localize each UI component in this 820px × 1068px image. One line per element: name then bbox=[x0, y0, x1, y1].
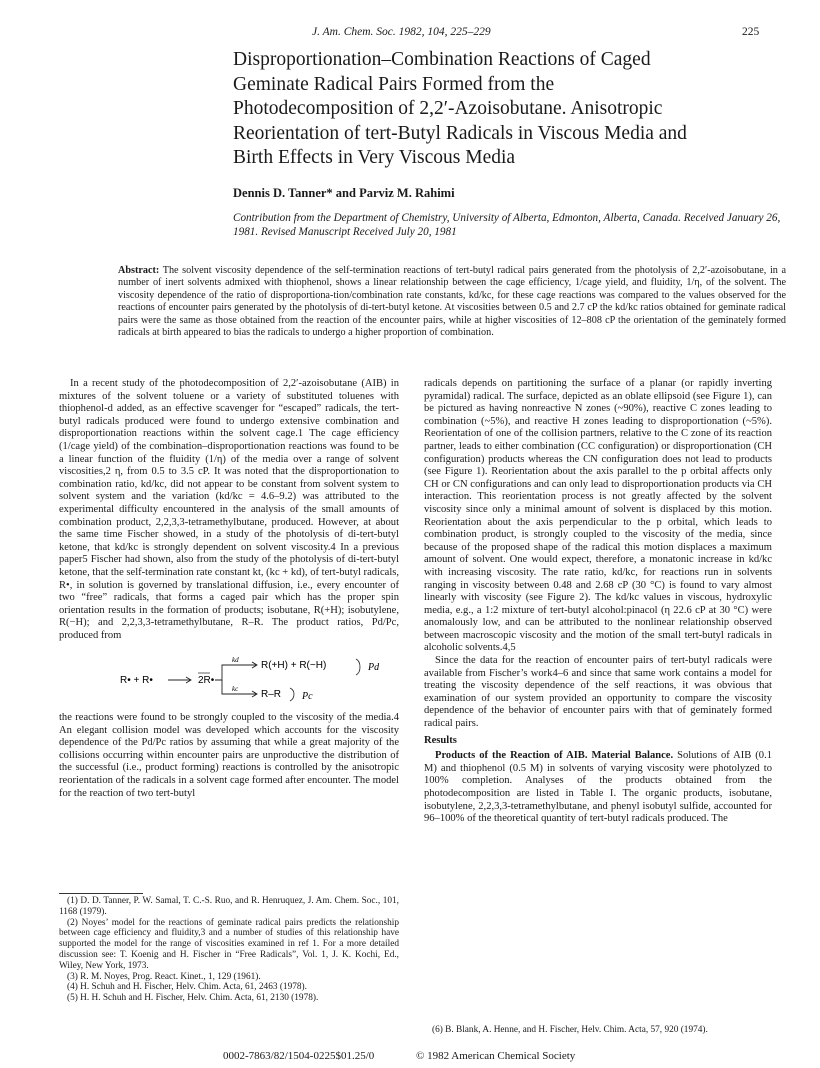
affiliation: Contribution from the Department of Chemistry, University of Alberta, Edmonton, Alberta, Canada. Received January 26, 1981. Revised Manuscript Received July 20, 1981 bbox=[233, 212, 781, 238]
footnote: (4) H. Schuh and H. Fischer, Helv. Chim. Acta, 61, 2463 (1978). bbox=[67, 982, 307, 993]
run-in-heading: Products of the Reaction of AIB. Material Balance. bbox=[435, 750, 674, 762]
scheme-branch-d bbox=[215, 665, 256, 680]
paragraph: radicals depends on partitioning the surface of a planar (or rapidly inverting pyramidal) radical. The surface, depicted as an oblate ellipsoid (see Figure 1), can be pictured as having nonreactive N zones (~90%), reactive C zones leading to combination (~5%), and reactive H zones leading to disproportionation (~5%). Reorientation of one of the collision partners, relative to the C zone of its reaction partner, leads to either combination (CC configuration) or disproportionation (CH configuration) products whereas the CN configuration does not lead to products (see Figure 1). Reorientation about the axis parallel to the p orbital affects only CH or CN configurations and can only lead to disproportionation products via CH interaction. This reorientation process is not greatly affected by the solvent viscosity since only a minimal amount of solvent is displaced by this motion. Reorientation about the axis perpendicular to the p orbital, which leads to combination product, is strongly coupled to the viscosity of the media, since because of the proposed shape of the radical this motion displaces a maximum amount of solvent. One would expect, therefore, a monatonic increase in kd/kc with increasing viscosity. The rate ratio, kd/kc, for reactions run in solvents ranging in viscosity between 0.48 and 2.68 cP (30 °C) is found to vary almost linearly with viscosity (see Figure 2). The kd/kc values in viscous, hydroxylic media, e.g., a 1:2 mixture of tert-butyl alcohol:pinacol (η 22.6 cP at 30 °C) were anomalously low, and can be attributed to the nonlinear relationship observed between macroscopic viscosity and the motion of the small tert-butyl radicals in alcoholic solvents.4,5 bbox=[424, 378, 772, 654]
left-column-body-continued bbox=[59, 712, 399, 800]
footnote: (3) R. M. Noyes, Prog. React. Kinet., 1, 129 (1961). bbox=[67, 971, 261, 982]
footer-code: 0002-7863/82/1504-0225$01.25/0 bbox=[223, 1050, 375, 1062]
footnote: (5) H. H. Schuh and H. Fischer, Helv. Chim. Acta, 61, 2130 (1978). bbox=[67, 993, 319, 1004]
abstract-label: Abstract: bbox=[118, 265, 160, 276]
journal-citation: J. Am. Chem. Soc. 1982, 104, 225–229 bbox=[312, 26, 491, 38]
scheme-pc: Pc bbox=[302, 691, 313, 702]
reaction-scheme bbox=[120, 653, 400, 703]
title-line: Reorientation of tert-Butyl Radicals in Viscous Media and bbox=[233, 122, 687, 144]
paragraph: Since the data for the reaction of encounter pairs of tert-butyl radicals were available from Fischer’s work4–6 and since that same work contains a model for treating the viscosity dependence of the self reactions, it was obvious that examination of our system provided an opportunity to compare the viscosity dependence of the behavior of encounter pairs with that of geminately formed radical pairs. bbox=[424, 655, 772, 730]
page-number: 225 bbox=[742, 26, 760, 38]
scheme-pd: Pd bbox=[368, 662, 380, 673]
scheme-brace-c bbox=[290, 688, 294, 701]
section-heading: Results bbox=[424, 734, 457, 746]
title-line: Photodecomposition of 2,2′-Azoisobutane. Anisotropic bbox=[233, 98, 663, 119]
title-line: Birth Effects in Very Viscous Media bbox=[233, 147, 516, 168]
footnote: (2) Noyes’ model for the reactions of geminate radical pairs predicts the relationship between cage efficiency and fluidity,3 and a number of studies of this relationship have supported the model for the range of viscosities examined in ref 1. For a more detailed discussion see: T. Koenig and H. Fischer in “Free Radicals”, Vol. 1, J. K. Kochi, Ed., Wiley, New York, 1973. bbox=[59, 917, 399, 971]
paragraph bbox=[424, 750, 772, 826]
scheme-reactants: R• + R• bbox=[120, 675, 153, 686]
footnote-rule bbox=[59, 893, 143, 894]
article-title bbox=[233, 48, 793, 171]
scheme-kc: kc bbox=[232, 685, 239, 693]
scheme-branch-c bbox=[222, 680, 256, 694]
paragraph-text: Solutions of AIB (0.1 M) and thiophenol (0.5 M) in solvents of varying viscosity were photolyzed to 100% completion. Analyses of the products obtained from the photodecomposition are listed in Table I. The organic products, isobutane, isobutylene, 2,2,3,3-tetramethylbutane, and phenyl isobutyl sulfide, accounted for 96–100% of the theoretical quantity of tert-butyl radicals produced. The bbox=[424, 750, 772, 825]
title-line: Disproportionation–Combination Reactions of Caged bbox=[233, 49, 651, 70]
scheme-disproportionation-products: R(+H) + R(−H) bbox=[261, 660, 327, 671]
scheme-caged-pair: 2R• bbox=[198, 675, 215, 686]
abstract-text: The solvent viscosity dependence of the self-termination reactions of tert-butyl radical pairs generated from the photolysis of 2,2′-azoisobutane, in a number of inert solvents admixed with thiophenol, shows a linear relationship between the cage efficiency, 1/cage yield, and fluidity, 1/η, of the solvent. The viscosity dependence of the ratio of disproportiona-tion/combination rate constants, kd/kc, for these cage reactions was compared to the values observed for the reactions of encounter pairs generated by the photolysis of di-tert-butyl ketone. At viscosities between 0.5 and 2.7 cP the kd/kc ratios obtained for geminate radical pairs were the same as those obtained from the reaction of the encounter pairs, while at higher viscosities of 12–808 cP the orientation of the geminately formed radicals at birth appeared to bias the radicals to undergo a higher proportion of combination. bbox=[118, 265, 786, 339]
footer-copyright: © 1982 American Chemical Society bbox=[416, 1050, 576, 1062]
left-column-body bbox=[59, 378, 399, 642]
scheme-brace-d bbox=[356, 659, 360, 675]
authors: Dennis D. Tanner* and Parviz M. Rahimi bbox=[233, 186, 455, 200]
footnotes-left bbox=[59, 896, 399, 1004]
footnote: (1) D. D. Tanner, P. W. Samal, T. C.-S. Ruo, and R. Henruquez, J. Am. Chem. Soc., 101, 1168 (1979). bbox=[59, 896, 399, 917]
footnote: (6) B. Blank, A. Henne, and H. Fischer, Helv. Chim. Acta, 57, 920 (1974). bbox=[432, 1025, 708, 1035]
paragraph: the reactions were found to be strongly coupled to the viscosity of the media.4 An elegant collision model was developed which accounts for the viscosity dependence of the Pd/Pc ratios by assuming that while a great majority of the collisions occurring within encounter pairs are unproductive the distribution of the successful (i.e., product forming) reactions is controlled by the anisotropic reorientation of the radicals in a solvent cage formed after encounter. The model for the reaction of two tert-butyl bbox=[59, 712, 399, 799]
paragraph: In a recent study of the photodecomposition of 2,2′-azoisobutane (AIB) in mixtures of the solvent toluene or a variety of substituted toluenes with thiophenol-d added, as an effective scavenger for “escaped” radicals, the tert-butyl radicals produced were found to undergo extensive combination and disproportionation reactions within the solvent cage.1 The cage efficiency (1/cage yield) of the combination–disproportionation reactions was found to be a linear function of the fluidity (1/η) of the media over a range of solvent viscosities,2 η, from 0.5 to 3.5 cP. It was noted that the disproportionation to combination ratio, kd/kc, did not appear to be constant from solvent system to solvent system and the variation (kd/kc = 4.6–9.2) was attributed to the experimental difficulty encountered in the analysis of the small amounts of combination product, 2,2,3,3-tetramethylbutane, produced. However, at about the same time Fischer showed, in a study of the photolysis of di-tert-butyl ketone, that kd/kc is strongly dependent on solvent viscosity.4 In a previous paper5 Fischer had shown, also from the study of the photolysis of di-tert-butyl ketone, that the self-termination rate constant kt, (kc + kd), of tert-butyl radicals, R•, in solution is governed by translational diffusion, i.e., every encounter of two “free” radicals, that forms a caged pair which has the proper spin orientation results in the formation of products; isobutane, R(+H); isobutylene, R(−H); and 2,2,3,3-tetramethylbutane, R–R. The product ratios, Pd/Pc, produced from bbox=[59, 378, 399, 641]
scheme-combination-product: R–R bbox=[261, 689, 282, 700]
scheme-kd: kd bbox=[232, 656, 239, 664]
title-line: Geminate Radical Pairs Formed from the bbox=[233, 73, 555, 95]
footnotes-right bbox=[424, 1025, 772, 1036]
right-column-body bbox=[424, 378, 772, 826]
abstract bbox=[118, 265, 786, 339]
